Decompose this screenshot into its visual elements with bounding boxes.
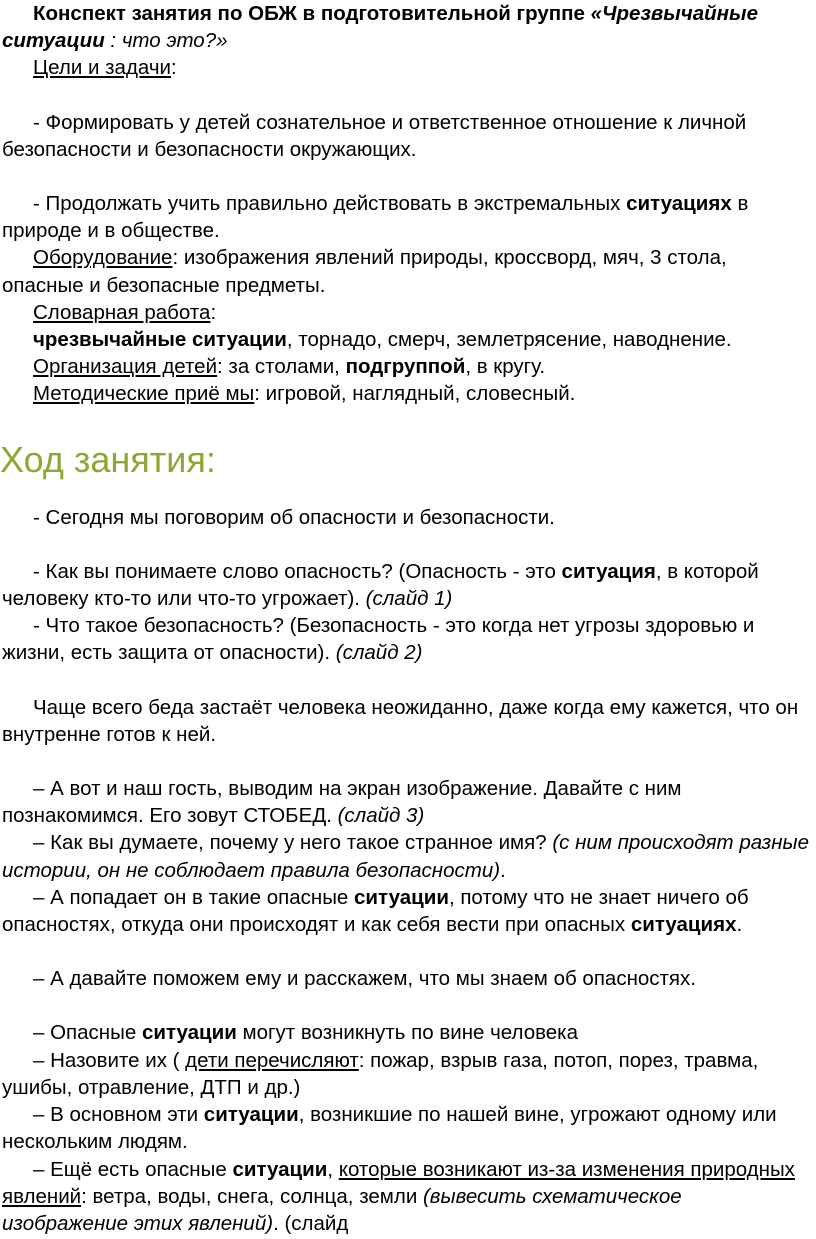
equipment-line	[2, 244, 812, 298]
vocab-label: Словарная работа	[33, 300, 211, 324]
body-paragraph-7	[2, 884, 812, 938]
body-paragraph-9	[2, 1019, 812, 1046]
p12-end: . (слайд	[273, 1211, 349, 1235]
goal-item-2-text: - Продолжать учить правильно действовать в экстремальных	[33, 192, 627, 216]
body-paragraph-6	[2, 829, 812, 883]
p11-text: – В основном эти	[33, 1103, 204, 1127]
body-paragraph-1: - Сегодня мы поговорим об опасности и безопасности.	[33, 505, 555, 529]
p12-bold: ситуации	[232, 1157, 328, 1181]
title-text: Конспект занятия по ОБЖ в подготовительной группе	[33, 2, 591, 25]
goal-item-2	[2, 190, 812, 244]
body-paragraph-5	[2, 775, 812, 829]
p10-end: : пожар, взрыв газа, потоп, порез, травма, ушибы, отравление, ДТП и др.)	[2, 1048, 759, 1099]
body-paragraph-8: – А давайте поможем ему и расскажем, что мы знаем об опасностях.	[33, 967, 696, 991]
goal-item-1: - Формировать у детей сознательное и ответственное отношение к личной безопасности и безопасности окружающих.	[2, 110, 747, 161]
body-paragraph-2	[2, 558, 812, 612]
p6-end: .	[500, 858, 506, 882]
methods-label: Методические приё мы	[33, 382, 255, 406]
organization-text: : за столами,	[217, 355, 346, 379]
p2-bold: ситуация	[561, 559, 656, 583]
organization-end: , в кругу.	[465, 355, 546, 379]
vocab-label-line	[2, 299, 812, 326]
p5-slide-ref: (слайд 3)	[337, 804, 425, 828]
vocab-line	[2, 326, 812, 353]
p7-end: .	[736, 913, 743, 937]
p7-text: – А попадает он в такие опасные	[33, 885, 355, 909]
p12-text-2: : ветра, воды, снега, солнца, земли	[81, 1184, 423, 1208]
organization-bold: подгруппой	[345, 355, 466, 379]
vocab-colon: :	[210, 300, 217, 324]
body-paragraph-4: Чаще всего беда застаёт человека неожиданно, даже когда ему кажется, что он внутренне готов к ней.	[2, 695, 799, 746]
vocab-bold: чрезвычайные ситуации	[33, 328, 287, 352]
body-paragraph-11	[2, 1101, 812, 1155]
title-emphasis: Чрезвычайные ситуации	[2, 2, 758, 53]
body-paragraph-12	[2, 1156, 812, 1238]
p9-text: – Опасные	[33, 1021, 142, 1045]
p9-bold: ситуации	[141, 1021, 237, 1045]
p12-italic: (вывесить схематическое изображение этих явлений)	[2, 1184, 682, 1235]
goals-label-line	[2, 54, 812, 81]
p7-bold: ситуации	[354, 885, 449, 909]
p3-text: - Что такое безопасность? (Безопасность - это когда нет угрозы здоровью и жизни, есть защита от опасности).	[2, 614, 755, 665]
p7-text-2: , потому что не знает ничего об опасностях, откуда они происходят и как себя вести при опасных	[2, 885, 749, 937]
goal-item-2-end: в природе и в обществе.	[2, 192, 749, 243]
p9-end: могут возникнуть по вине человека	[236, 1021, 579, 1045]
organization-label: Организация детей	[33, 355, 218, 379]
goals-colon: :	[171, 56, 177, 80]
section-heading: Ход занятия:	[0, 438, 216, 480]
p10-underlined: дети перечисляют	[185, 1048, 359, 1072]
p12-underlined: которые возникают из-за изменения природных явлений	[2, 1157, 795, 1208]
equipment-text: : изображения явлений природы, кроссворд, мяч, 3 стола, опасные и безопасные предметы.	[2, 246, 727, 297]
title-quote-open: «	[590, 2, 603, 25]
body-paragraph-10	[2, 1047, 812, 1101]
title-rest: : что это?»	[104, 29, 228, 53]
p3-slide-ref: (слайд 2)	[335, 641, 423, 665]
p2-text-2: , в которой человеку кто-то или что-то угрожает).	[2, 559, 759, 611]
equipment-label: Оборудование	[33, 246, 173, 270]
organization-line	[2, 353, 812, 380]
p5-text: – А вот и наш гость, выводим на экран изображение. Давайте с ним познакомимся. Его зовут СТОБЕД.	[2, 777, 682, 828]
p7-bold-2: ситуациях	[630, 913, 737, 937]
goal-item-2-bold: ситуациях	[626, 192, 732, 216]
p12-comma: ,	[327, 1157, 339, 1181]
vocab-text: , торнадо, смерч, землетрясение, наводнение.	[286, 328, 732, 352]
p11-end: , возникшие по нашей вине, угрожают одному или нескольким людям.	[2, 1103, 777, 1154]
body-paragraph-3	[2, 612, 812, 666]
lesson-title	[2, 0, 812, 54]
p10-text: – Назовите их (	[33, 1048, 186, 1072]
p2-text: - Как вы понимаете слово опасность? (Опасность - это	[33, 559, 562, 583]
goals-label: Цели и задачи	[33, 56, 171, 80]
p6-italic: (с ним происходят разные истории, он не соблюдает правила безопасности)	[2, 831, 809, 882]
methods-line	[2, 380, 812, 407]
p11-bold: ситуации	[203, 1103, 299, 1127]
p6-text: – Как вы думаете, почему у него такое странное имя?	[33, 831, 553, 855]
methods-text: : игровой, наглядный, словесный.	[254, 382, 576, 406]
p12-text: – Ещё есть опасные	[33, 1157, 233, 1181]
p2-slide-ref: (слайд 1)	[365, 587, 453, 611]
